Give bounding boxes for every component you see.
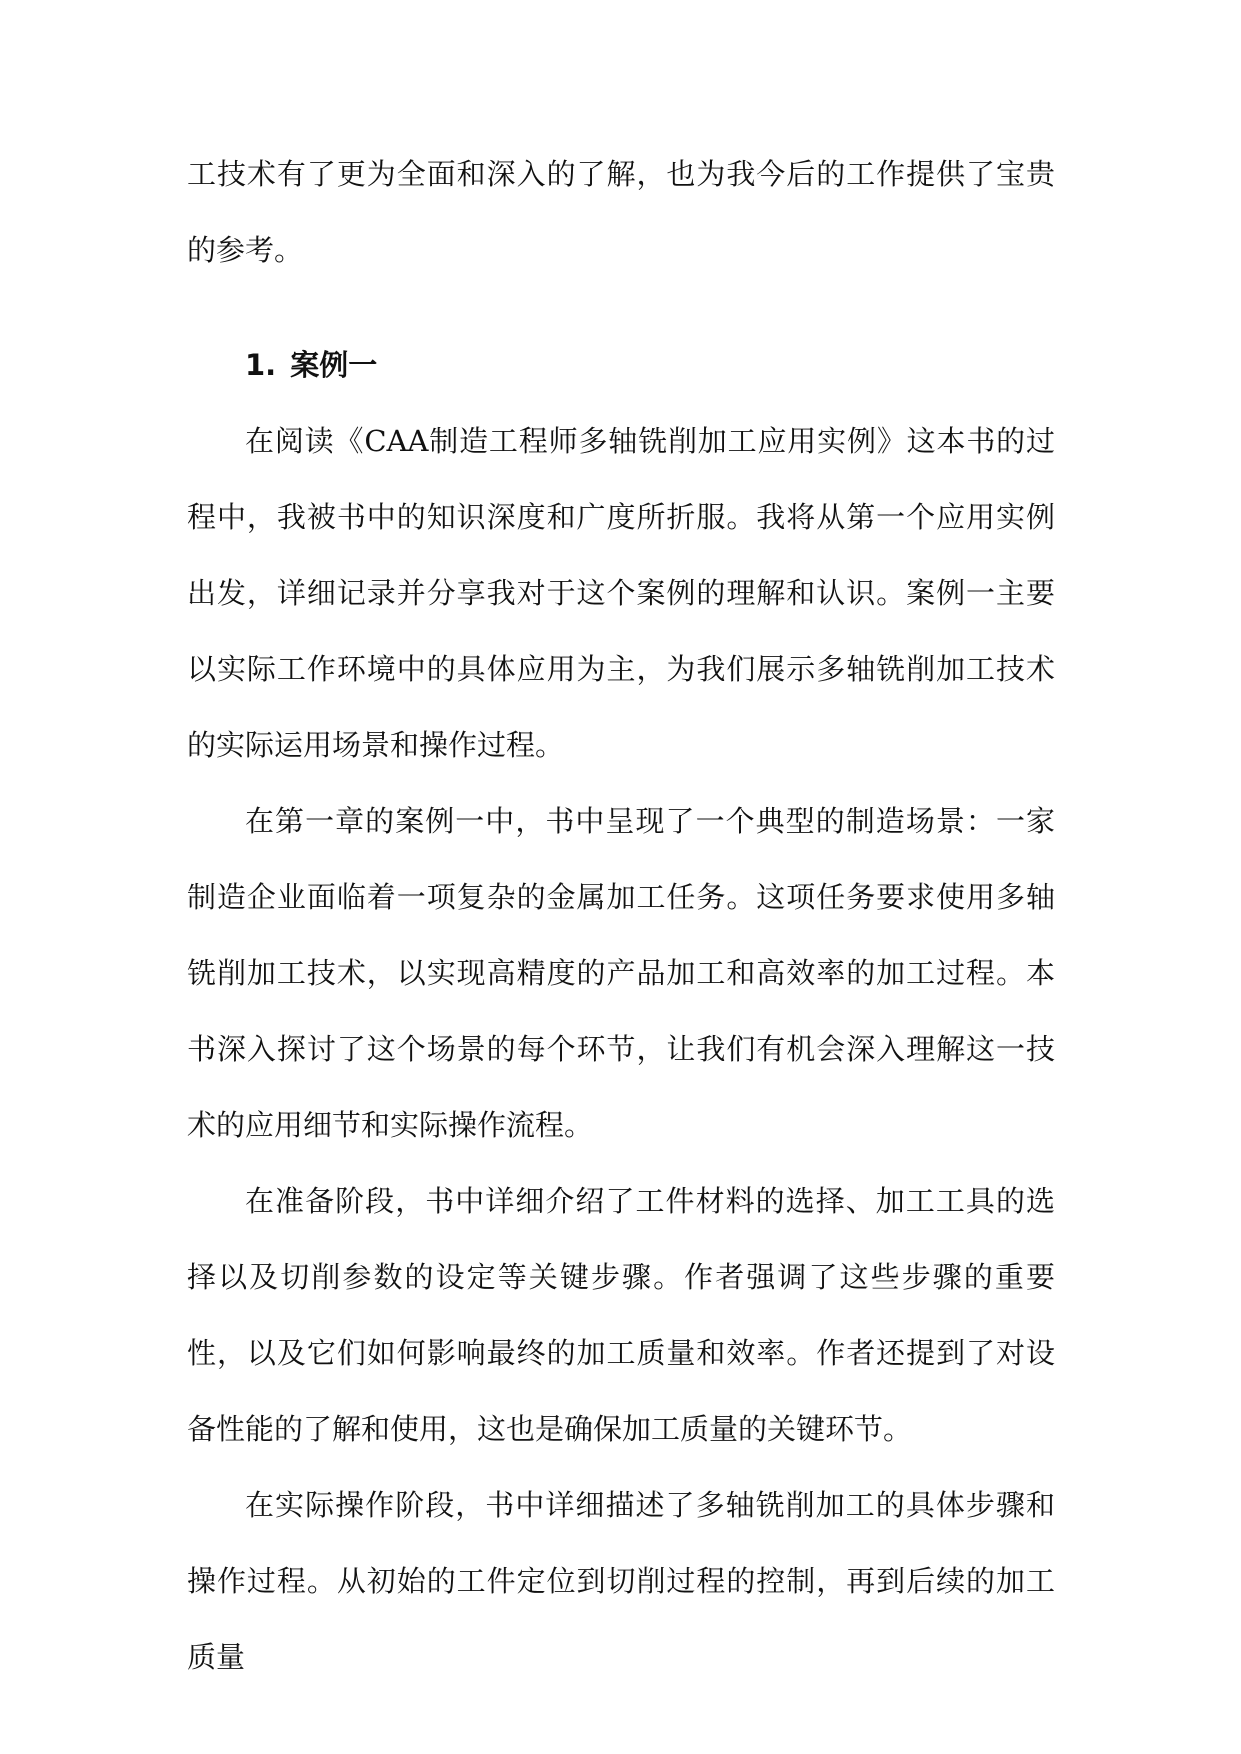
section-number: 1. (245, 348, 277, 382)
body-paragraph-4: 在实际操作阶段，书中详细描述了多轴铣削加工的具体步骤和操作过程。从初始的工件定位到切削过程的控制，再到后续的加工质量 (187, 1488, 1055, 1674)
body-paragraph-2: 在第一章的案例一中，书中呈现了一个典型的制造场景：一家制造企业面临着一项复杂的金属加工任务。这项任务要求使用多轴铣削加工技术，以实现高精度的产品加工和高效率的加工过程。本书深入探讨了这个场景的每个环节，让我们有机会深入理解这一技术的应用细节和实际操作流程。 (187, 804, 1055, 1142)
section-title: 案例一 (290, 348, 378, 382)
body-paragraph-1: 在阅读《CAA制造工程师多轴铣削加工应用实例》这本书的过程中，我被书中的知识深度和广度所折服。我将从第一个应用实例出发，详细记录并分享我对于这个案例的理解和认识。案例一主要以实际工作环境中的具体应用为主，为我们展示多轴铣削加工技术的实际运用场景和操作过程。 (187, 424, 1055, 762)
continued-paragraph: 工技术有了更为全面和深入的了解，也为我今后的工作提供了宝贵的参考。 (187, 157, 1055, 267)
document-body (187, 136, 1055, 1695)
body-paragraph-3: 在准备阶段，书中详细介绍了工件材料的选择、加工工具的选择以及切削参数的设定等关键步骤。作者强调了这些步骤的重要性，以及它们如何影响最终的加工质量和效率。作者还提到了对设备性能的了解和使用，这也是确保加工质量的关键环节。 (187, 1184, 1055, 1446)
section-heading (187, 327, 1055, 403)
